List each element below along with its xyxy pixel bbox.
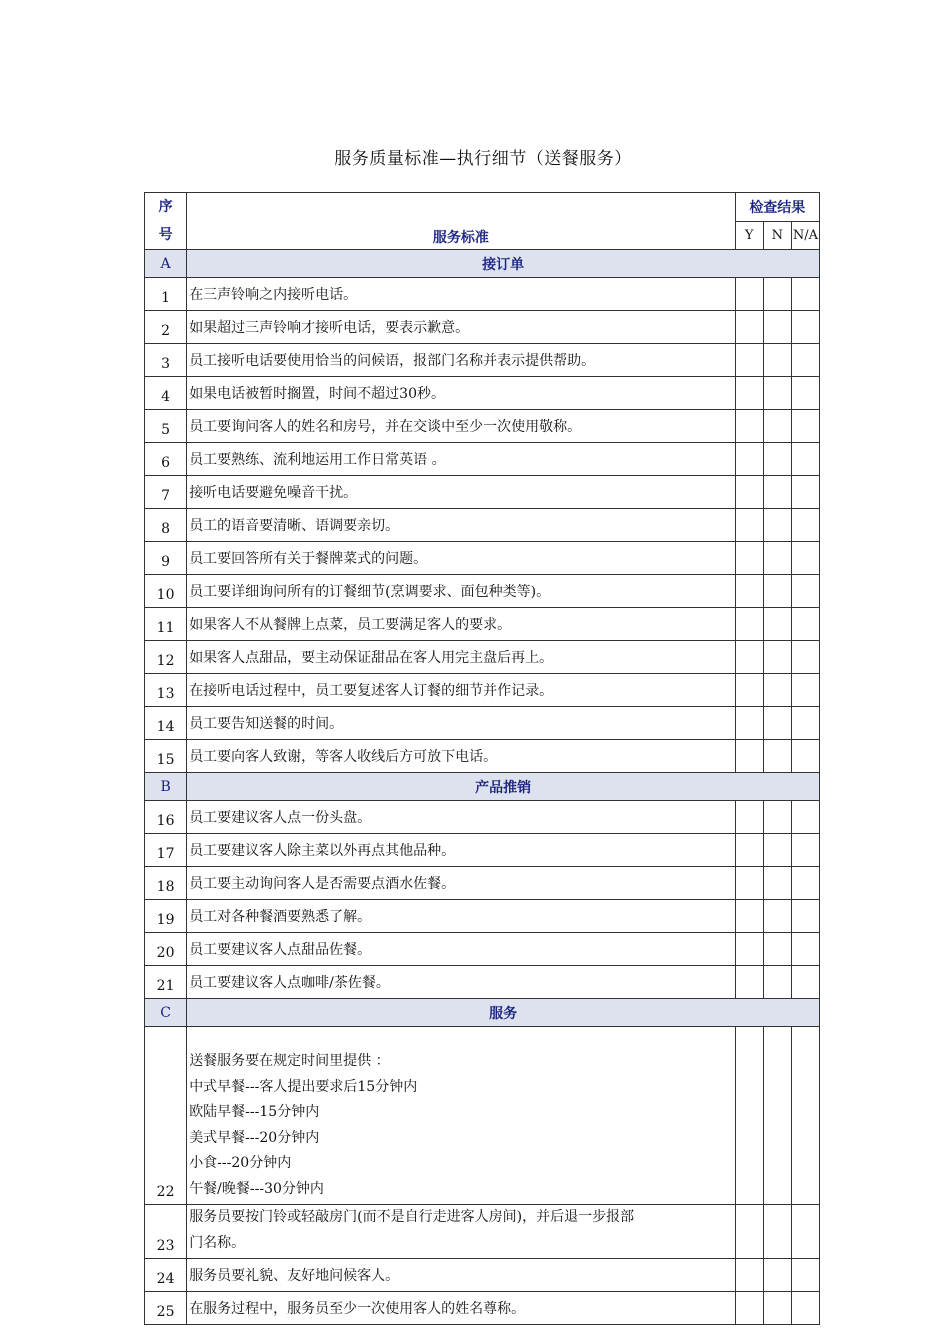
row-number: 3 (145, 344, 187, 377)
check-n-cell[interactable] (763, 311, 791, 344)
row-number: 17 (145, 834, 187, 867)
standard-text-line: 在三声铃响之内接听电话。 (189, 287, 358, 303)
check-n-cell[interactable] (763, 966, 791, 999)
check-n-cell[interactable] (763, 377, 791, 410)
row-number: 6 (145, 443, 187, 476)
check-n-cell[interactable] (763, 443, 791, 476)
table-row (145, 834, 820, 867)
row-number: 5 (145, 410, 187, 443)
check-y-cell[interactable] (735, 641, 763, 674)
row-number: 7 (145, 476, 187, 509)
check-na-cell[interactable] (791, 641, 819, 674)
standard-text-line: 员工的语音要清晰、语调要亲切。 (189, 518, 400, 534)
check-na-cell[interactable] (791, 801, 819, 834)
check-y-cell[interactable] (735, 278, 763, 311)
table-row (145, 509, 820, 542)
section-title: 服务 (187, 999, 820, 1027)
check-n-cell[interactable] (763, 740, 791, 773)
row-number: 1 (145, 278, 187, 311)
table-row (145, 707, 820, 740)
header-check-n: N (763, 221, 791, 250)
check-n-cell[interactable] (763, 476, 791, 509)
check-na-cell[interactable] (791, 278, 819, 311)
table-row (145, 900, 820, 933)
check-y-cell[interactable] (735, 674, 763, 707)
row-standard (187, 476, 735, 509)
standard-text-line: 如果超过三声铃响才接听电话，要表示歉意。 (189, 320, 470, 336)
header-number-line-2: 号 (158, 227, 173, 243)
check-na-cell[interactable] (791, 867, 819, 900)
check-n-cell[interactable] (763, 575, 791, 608)
section-code: B (145, 773, 187, 801)
standard-text-line: 如果客人点甜品，要主动保证甜品在客人用完主盘后再上。 (189, 650, 554, 666)
check-y-cell[interactable] (735, 801, 763, 834)
standard-text-line: 员工要回答所有关于餐牌菜式的问题。 (189, 551, 428, 567)
row-standard (187, 933, 735, 966)
row-number: 2 (145, 311, 187, 344)
check-na-cell[interactable] (791, 542, 819, 575)
table-body (145, 250, 820, 1325)
table-row (145, 443, 820, 476)
check-n-cell[interactable] (763, 834, 791, 867)
standard-text-line: 员工要建议客人点咖啡/茶佐餐。 (189, 975, 390, 991)
check-na-cell[interactable] (791, 1292, 819, 1325)
check-y-cell[interactable] (735, 707, 763, 740)
check-y-cell[interactable] (735, 575, 763, 608)
table-row (145, 344, 820, 377)
check-y-cell[interactable] (735, 834, 763, 867)
section-title: 产品推销 (187, 773, 820, 801)
row-number: 18 (145, 867, 187, 900)
standard-text-line: 员工要主动询问客人是否需要点酒水佐餐。 (189, 876, 456, 892)
check-n-cell[interactable] (763, 278, 791, 311)
check-y-cell[interactable] (735, 966, 763, 999)
row-number: 10 (145, 575, 187, 608)
check-na-cell[interactable] (791, 707, 819, 740)
check-na-cell[interactable] (791, 377, 819, 410)
header-number (145, 193, 187, 250)
row-standard (187, 674, 735, 707)
check-n-cell[interactable] (763, 707, 791, 740)
row-standard (187, 1292, 735, 1325)
table-row (145, 1259, 820, 1292)
check-n-cell[interactable] (763, 933, 791, 966)
section-code: A (145, 250, 187, 278)
standard-text-line: 在服务过程中，服务员至少一次使用客人的姓名尊称。 (189, 1301, 526, 1317)
section-title: 接订单 (187, 250, 820, 278)
row-standard (187, 801, 735, 834)
check-y-cell[interactable] (735, 410, 763, 443)
row-standard (187, 867, 735, 900)
row-number: 25 (145, 1292, 187, 1325)
standard-text-line: 员工要建议客人除主菜以外再点其他品种。 (189, 843, 456, 859)
standard-text-line: 员工要熟练、流利地运用工作日常英语 。 (189, 452, 446, 468)
check-n-cell[interactable] (763, 1205, 791, 1259)
header-check-result: 检查结果 (735, 193, 819, 222)
service-standards-table (144, 192, 820, 1325)
table-row (145, 476, 820, 509)
header-check-y: Y (735, 221, 763, 250)
check-na-cell[interactable] (791, 443, 819, 476)
row-number: 21 (145, 966, 187, 999)
row-standard (187, 608, 735, 641)
check-n-cell[interactable] (763, 410, 791, 443)
check-na-cell[interactable] (791, 344, 819, 377)
check-n-cell[interactable] (763, 509, 791, 542)
table-row (145, 1292, 820, 1325)
standard-text-line: 门名称。 (189, 1234, 246, 1251)
standard-text-line: 员工要建议客人点一份头盘。 (189, 810, 372, 826)
row-number: 11 (145, 608, 187, 641)
section-row (145, 250, 820, 278)
header-number-line-1: 序 (158, 199, 173, 215)
header-standard: 服务标准 (187, 193, 735, 250)
check-n-cell[interactable] (763, 674, 791, 707)
row-number: 20 (145, 933, 187, 966)
check-na-cell[interactable] (791, 834, 819, 867)
check-n-cell[interactable] (763, 1027, 791, 1205)
standard-text-line: 美式早餐---20分钟内 (189, 1129, 320, 1146)
standard-text-line: 员工接听电话要使用恰当的问候语，报部门名称并表示提供帮助。 (189, 353, 596, 369)
row-standard (187, 966, 735, 999)
table-row (145, 542, 820, 575)
table-row (145, 740, 820, 773)
standard-text-line: 接听电话要避免噪音干扰。 (189, 485, 358, 501)
row-number: 19 (145, 900, 187, 933)
check-na-cell[interactable] (791, 900, 819, 933)
check-n-cell[interactable] (763, 1259, 791, 1292)
row-standard (187, 740, 735, 773)
table-row (145, 1205, 820, 1259)
standard-text-line: 员工要详细询问所有的订餐细节(烹调要求、面包种类等)。 (189, 584, 551, 600)
standard-text-line: 员工要告知送餐的时间。 (189, 716, 344, 732)
row-number: 23 (145, 1205, 187, 1259)
standard-text-line: 员工要建议客人点甜品佐餐。 (189, 942, 372, 958)
row-standard (187, 1205, 735, 1259)
check-n-cell[interactable] (763, 801, 791, 834)
row-standard (187, 707, 735, 740)
check-na-cell[interactable] (791, 608, 819, 641)
table-row (145, 410, 820, 443)
row-standard (187, 443, 735, 476)
row-standard (187, 575, 735, 608)
check-n-cell[interactable] (763, 608, 791, 641)
check-y-cell[interactable] (735, 1205, 763, 1259)
check-y-cell[interactable] (735, 867, 763, 900)
check-na-cell[interactable] (791, 476, 819, 509)
check-y-cell[interactable] (735, 608, 763, 641)
table-row (145, 867, 820, 900)
check-y-cell[interactable] (735, 740, 763, 773)
standard-text-line: 服务员要按门铃或轻敲房门(而不是自行走进客人房间)，并后退一步报部 (189, 1209, 635, 1225)
row-number: 9 (145, 542, 187, 575)
check-na-cell[interactable] (791, 1027, 819, 1205)
row-standard (187, 311, 735, 344)
row-number: 14 (145, 707, 187, 740)
standard-text-line: 服务员要礼貌、友好地问候客人。 (189, 1268, 400, 1284)
check-y-cell[interactable] (735, 311, 763, 344)
row-standard (187, 509, 735, 542)
row-number: 15 (145, 740, 187, 773)
standard-text-line: 中式早餐---客人提出要求后15分钟内 (189, 1078, 418, 1095)
row-number: 16 (145, 801, 187, 834)
check-na-cell[interactable] (791, 410, 819, 443)
row-number: 4 (145, 377, 187, 410)
check-n-cell[interactable] (763, 900, 791, 933)
standard-text-line: 员工要向客人致谢，等客人收线后方可放下电话。 (189, 749, 498, 765)
row-standard (187, 377, 735, 410)
check-y-cell[interactable] (735, 900, 763, 933)
table-row (145, 377, 820, 410)
check-n-cell[interactable] (763, 344, 791, 377)
table-row (145, 674, 820, 707)
standard-text-line: 如果客人不从餐牌上点菜，员工要满足客人的要求。 (189, 617, 512, 633)
standard-text-line: 如果电话被暂时搁置，时间不超过30秒。 (189, 386, 446, 402)
check-n-cell[interactable] (763, 1292, 791, 1325)
check-n-cell[interactable] (763, 542, 791, 575)
standard-text-line: 送餐服务要在规定时间里提供 ： (189, 1053, 390, 1069)
check-y-cell[interactable] (735, 344, 763, 377)
row-standard (187, 344, 735, 377)
check-y-cell[interactable] (735, 1292, 763, 1325)
row-number: 24 (145, 1259, 187, 1292)
section-row (145, 999, 820, 1027)
standard-text-line: 小食---20分钟内 (189, 1155, 292, 1171)
check-y-cell[interactable] (735, 542, 763, 575)
row-number: 13 (145, 674, 187, 707)
standard-text-line: 员工要询问客人的姓名和房号，并在交谈中至少一次使用敬称。 (189, 419, 582, 435)
table-row (145, 966, 820, 999)
row-standard (187, 1027, 735, 1205)
table-row (145, 933, 820, 966)
table-row (145, 608, 820, 641)
check-y-cell[interactable] (735, 1259, 763, 1292)
check-y-cell[interactable] (735, 443, 763, 476)
row-standard (187, 278, 735, 311)
check-na-cell[interactable] (791, 1205, 819, 1259)
row-standard (187, 410, 735, 443)
check-na-cell[interactable] (791, 1259, 819, 1292)
section-row (145, 773, 820, 801)
table-row (145, 1027, 820, 1205)
check-y-cell[interactable] (735, 377, 763, 410)
check-y-cell[interactable] (735, 933, 763, 966)
check-y-cell[interactable] (735, 1027, 763, 1205)
row-number: 8 (145, 509, 187, 542)
row-standard (187, 900, 735, 933)
table-row (145, 575, 820, 608)
row-number: 12 (145, 641, 187, 674)
check-na-cell[interactable] (791, 674, 819, 707)
check-na-cell[interactable] (791, 740, 819, 773)
row-standard (187, 834, 735, 867)
check-na-cell[interactable] (791, 575, 819, 608)
check-n-cell[interactable] (763, 641, 791, 674)
check-y-cell[interactable] (735, 509, 763, 542)
table-row (145, 278, 820, 311)
section-code: C (145, 999, 187, 1027)
check-na-cell[interactable] (791, 509, 819, 542)
row-standard (187, 1259, 735, 1292)
row-standard (187, 542, 735, 575)
page-title: 服务质量标准—执行细节（送餐服务） (334, 149, 632, 169)
row-number: 22 (145, 1027, 187, 1205)
check-na-cell[interactable] (791, 311, 819, 344)
check-na-cell[interactable] (791, 933, 819, 966)
header-check-na: N/A (791, 221, 819, 250)
check-n-cell[interactable] (763, 867, 791, 900)
check-y-cell[interactable] (735, 476, 763, 509)
standard-text-line: 在接听电话过程中，员工要复述客人订餐的细节并作记录。 (189, 683, 554, 699)
check-na-cell[interactable] (791, 966, 819, 999)
table-row (145, 641, 820, 674)
standard-text-line: 午餐/晚餐---30分钟内 (189, 1180, 324, 1197)
standard-text-line: 员工对各种餐酒要熟悉了解。 (189, 909, 372, 925)
table-row (145, 311, 820, 344)
table-row (145, 801, 820, 834)
standard-text-line: 欧陆早餐---15分钟内 (189, 1104, 320, 1120)
row-standard (187, 641, 735, 674)
